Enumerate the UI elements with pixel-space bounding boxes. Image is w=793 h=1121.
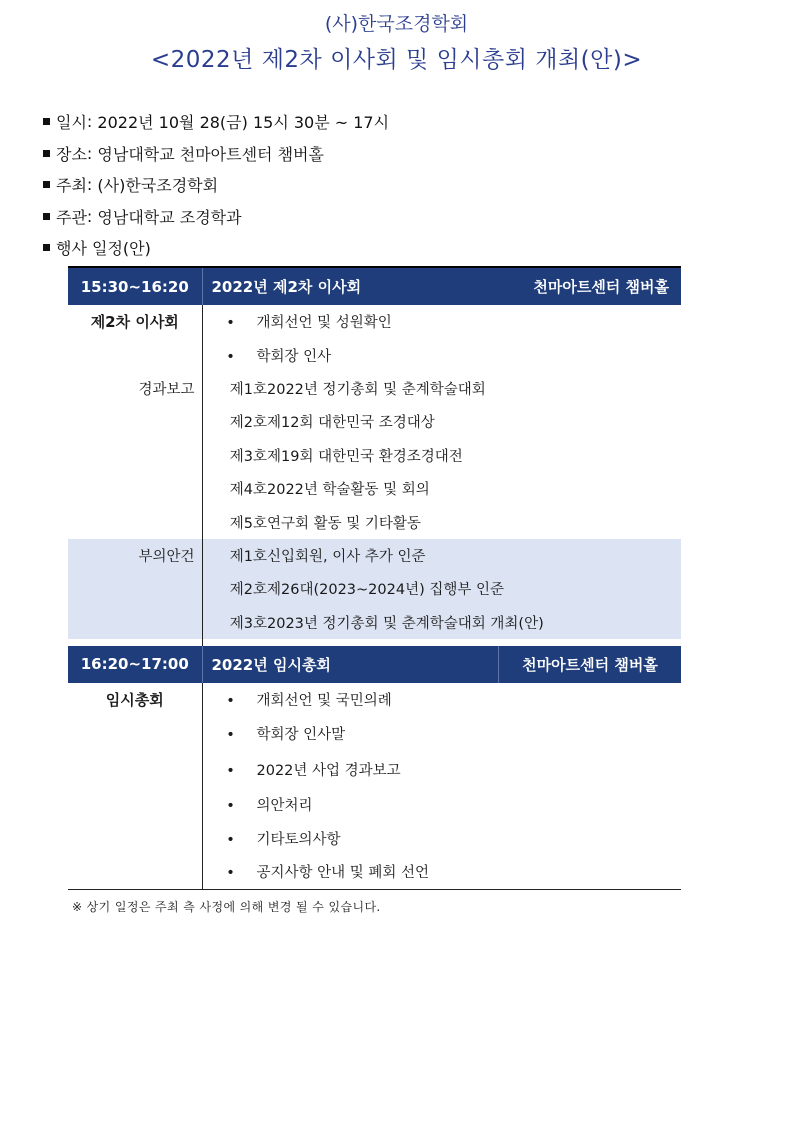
table-row bbox=[68, 439, 681, 472]
general-section-label: 임시총회 bbox=[68, 683, 202, 717]
report-no: 제4호 bbox=[229, 482, 267, 499]
table-row bbox=[68, 751, 681, 788]
table-row bbox=[68, 305, 681, 338]
info-schedule bbox=[43, 232, 389, 264]
info-venue: 장소 : 영남대학교 천마아트센터 챔버홀 bbox=[43, 138, 389, 170]
table-row bbox=[68, 788, 681, 822]
board-time: 15:30~16:20 bbox=[68, 267, 202, 305]
info-label: 주관 bbox=[56, 207, 87, 227]
board-location: 천마아트센터 챔버홀 bbox=[533, 278, 669, 296]
agenda-no: 제1호 bbox=[202, 539, 267, 572]
board-title: 2022년 제2차 이사회 bbox=[211, 278, 362, 296]
report-no: 제1호 bbox=[229, 381, 267, 398]
table-row bbox=[68, 855, 681, 889]
board-header-row bbox=[68, 267, 681, 305]
report-text: 연구회 활동 및 기타활동 bbox=[267, 515, 421, 532]
report-text: 2022년 학술활동 및 회의 bbox=[267, 482, 430, 499]
agenda-label: 부의안건 bbox=[68, 539, 202, 572]
report-no: 제2호 bbox=[229, 415, 267, 432]
general-item: 의안처리 bbox=[256, 797, 313, 814]
square-bullet-icon bbox=[43, 181, 50, 188]
report-text: 제19회 대한민국 환경조경대전 bbox=[267, 448, 463, 465]
bullet-dot-icon: • bbox=[226, 348, 235, 365]
info-label: 행사 일정(안) bbox=[56, 239, 151, 259]
general-title: 2022년 임시총회 bbox=[211, 655, 331, 674]
table-row bbox=[68, 821, 681, 855]
board-opening-item: 개회선언 및 성원확인 bbox=[256, 315, 392, 332]
report-text: 2022년 정기총회 및 춘계학술대회 bbox=[267, 381, 486, 398]
bullet-dot-icon: • bbox=[226, 831, 235, 848]
event-info bbox=[43, 106, 389, 264]
report-label: 경과보고 bbox=[68, 372, 202, 405]
report-no: 제3호 bbox=[229, 448, 267, 465]
agenda-no: 제2호 bbox=[202, 572, 267, 605]
info-value: 영남대학교 조경학과 bbox=[97, 207, 242, 227]
bullet-dot-icon: • bbox=[226, 315, 235, 332]
table-row bbox=[68, 338, 681, 371]
info-value: 영남대학교 천마아트센터 챔버홀 bbox=[97, 144, 324, 164]
general-item: 2022년 사업 경과보고 bbox=[256, 762, 401, 779]
table-row bbox=[68, 539, 681, 572]
table-row bbox=[68, 606, 681, 639]
info-label: 주최 bbox=[56, 176, 87, 196]
footnote: ※ 상기 일정은 주최 측 사정에 의해 변경 될 수 있습니다. bbox=[72, 900, 381, 914]
general-header-row bbox=[68, 646, 681, 683]
bullet-dot-icon: • bbox=[226, 727, 235, 744]
table-row bbox=[68, 572, 681, 605]
square-bullet-icon bbox=[43, 118, 50, 125]
org-name: (사)한국조경학회 bbox=[324, 13, 469, 35]
table-row bbox=[68, 405, 681, 438]
board-header-cell bbox=[202, 267, 681, 305]
agenda-text: 2023년 정기총회 및 춘계학술대회 개최(안) bbox=[267, 606, 681, 639]
general-time: 16:20~17:00 bbox=[68, 646, 202, 683]
board-section-label: 제2차 이사회 bbox=[68, 305, 202, 338]
table-row bbox=[68, 683, 681, 717]
square-bullet-icon bbox=[43, 213, 50, 220]
general-item: 공지사항 안내 및 폐회 선언 bbox=[256, 865, 430, 882]
page-title: <2022년 제2차 이사회 및 임시총회 개최(안)> bbox=[150, 47, 643, 73]
bullet-dot-icon: • bbox=[226, 693, 235, 710]
table-row bbox=[68, 505, 681, 538]
general-item: 기타토의사항 bbox=[256, 831, 341, 848]
general-item: 개회선언 및 국민의례 bbox=[256, 693, 392, 710]
general-item: 학회장 인사말 bbox=[256, 727, 346, 744]
table-row bbox=[68, 717, 681, 751]
info-date: 일시 : 2022년 10월 28(금) 15시 30분 ~ 17시 bbox=[43, 106, 389, 138]
report-no: 제5호 bbox=[229, 515, 267, 532]
info-organizer: 주관 : 영남대학교 조경학과 bbox=[43, 201, 389, 233]
table-row bbox=[68, 472, 681, 505]
general-location: 천마아트센터 챔버홀 bbox=[498, 646, 681, 683]
square-bullet-icon bbox=[43, 244, 50, 251]
info-label: 일시 bbox=[56, 113, 87, 133]
agenda-no: 제3호 bbox=[202, 606, 267, 639]
bullet-dot-icon: • bbox=[226, 865, 235, 882]
agenda-text: 제26대(2023~2024년) 집행부 인준 bbox=[267, 572, 681, 605]
square-bullet-icon bbox=[43, 150, 50, 157]
general-header-cell bbox=[202, 646, 681, 683]
info-value: (사)한국조경학회 bbox=[97, 176, 219, 196]
bullet-dot-icon: • bbox=[226, 797, 235, 814]
board-opening-item: 학회장 인사 bbox=[256, 348, 332, 365]
agenda-text: 신입회원, 이사 추가 인준 bbox=[267, 539, 681, 572]
bullet-dot-icon: • bbox=[226, 762, 235, 779]
table-row bbox=[68, 372, 681, 405]
report-text: 제12회 대한민국 조경대상 bbox=[267, 415, 435, 432]
schedule-table bbox=[68, 266, 681, 890]
info-host: 주최 : (사)한국조경학회 bbox=[43, 169, 389, 201]
info-label: 장소 bbox=[56, 144, 87, 164]
info-value: 2022년 10월 28(금) 15시 30분 ~ 17시 bbox=[97, 113, 390, 133]
